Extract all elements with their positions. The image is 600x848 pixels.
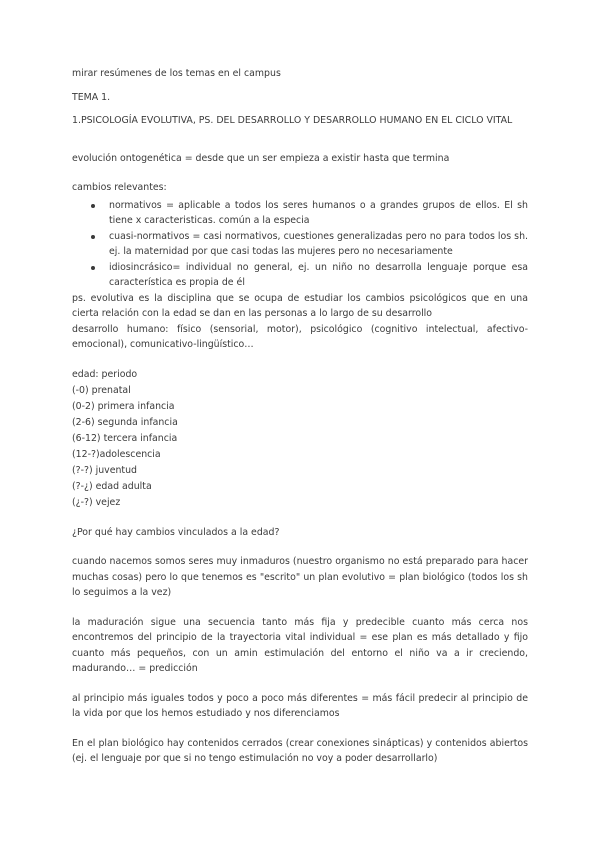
cambios-heading: cambios relevantes:: [72, 182, 167, 193]
periodo-item: (?-?) juventud: [72, 464, 138, 476]
periodo-item: (¿-?) vejez: [72, 496, 121, 508]
periodo-item: (2-6) segunda infancia: [72, 416, 178, 428]
document-body: [72, 66, 528, 767]
cambios-list: [72, 198, 528, 291]
periodo-item: (?-¿) edad adulta: [72, 480, 152, 492]
edad-periodos: [72, 367, 528, 511]
list-item: idiosincrásico= individual no general, ej. un niño no desarrolla lenguaje porque esa característica es propia de él: [72, 260, 528, 291]
desarrollo-humano-definition: desarrollo humano: físico (sensorial, motor), psicológico (cognitivo intelectual, afectivo-emocional), comunicativo-lingüístico…: [72, 323, 528, 350]
tema-heading: TEMA 1.: [72, 91, 111, 103]
paragraph: al principio más iguales todos y poco a poco más diferentes = más fácil predecir al principio de la vida por que los hemos estudiado y nos diferenciamos: [72, 692, 528, 719]
periodo-item: (-0) prenatal: [72, 384, 131, 396]
paragraph: la maduración sigue una secuencia tanto más fija y predecible cuanto más cerca nos encontremos del principio de la trayectoria vital individual = ese plan es más detallado y fijo cuanto más pequeños, con un amin estimulación del entorno el niño va a ir creciendo, madurando… = predicción: [72, 616, 528, 674]
paragraph: cuando nacemos somos seres muy inmaduros (nuestro organismo no está preparado para hacer muchas cosas) pero lo que tenemos es "escrito" un plan evolutivo = plan biológico (todos los sh lo seguimos a la vez): [72, 556, 528, 598]
periodo-item: (6-12) tercera infancia: [72, 432, 178, 444]
pregunta-heading: ¿Por qué hay cambios vinculados a la edad?: [72, 526, 280, 538]
list-item: cuasi-normativos = casi normativos, cuestiones generalizadas pero no para todos los sh. ej. la maternidad por que casi todas las mujeres pero no necesariamente: [72, 229, 528, 260]
edad-heading: edad: periodo: [72, 368, 138, 380]
evolucion-definition: evolución ontogenética = desde que un ser empieza a existir hasta que termina: [72, 152, 450, 164]
periodo-item: (12-?)adolescencia: [72, 448, 161, 460]
list-item: normativos = aplicable a todos los seres humanos o a grandes grupos de ellos. El sh tiene x caracteristicas. común a la especia: [72, 198, 528, 229]
periodo-item: (0-2) primera infancia: [72, 400, 175, 412]
section-title: 1.PSICOLOGÍA EVOLUTIVA, PS. DEL DESARROLLO Y DESARROLLO HUMANO EN EL CICLO VITAL: [72, 115, 513, 126]
intro-note: mirar resúmenes de los temas en el campus: [72, 68, 281, 79]
bullet-icon: [91, 235, 95, 239]
bullet-icon: [91, 266, 95, 270]
paragraph: En el plan biológico hay contenidos cerrados (crear conexiones sinápticas) y contenidos abiertos (ej. el lenguaje por que si no tengo estimulación no voy a poder desarrollarlo): [72, 737, 528, 764]
bullet-icon: [91, 204, 95, 208]
ps-evolutiva-definition: ps. evolutiva es la disciplina que se ocupa de estudiar los cambios psicológicos que en una cierta relación con la edad se dan en las personas a lo largo de su desarrollo: [72, 292, 528, 319]
